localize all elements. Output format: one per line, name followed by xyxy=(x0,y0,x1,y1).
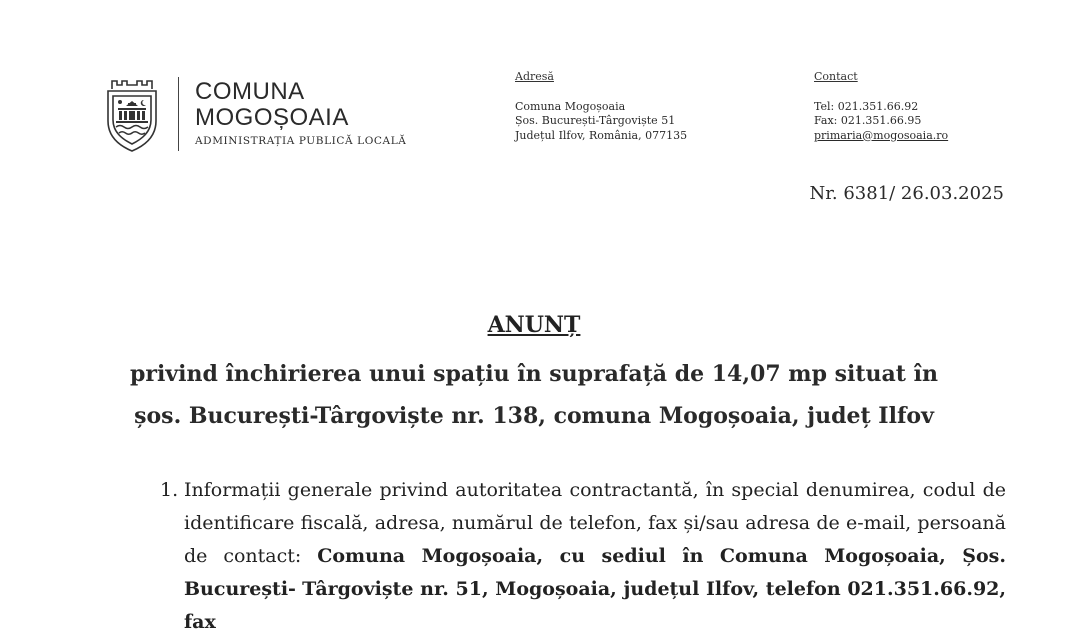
section-text-bold: Comuna Mogoșoaia, cu sediul în Comuna Mogoșoaia, Șos. București- xyxy=(184,545,1006,600)
coat-of-arms-logo xyxy=(104,75,160,153)
address-heading: Adresă xyxy=(515,70,554,83)
contact-email-link[interactable]: primaria@mogosoaia.ro xyxy=(814,128,949,142)
address-block xyxy=(515,70,687,143)
address-line: Județul Ilfov, România, 077135 xyxy=(515,128,688,142)
document-number: Nr. 6381/ 26.03.2025 xyxy=(809,183,1004,204)
brand-line-1: COMUNA xyxy=(195,78,305,105)
section-number: 1. xyxy=(160,479,179,501)
announcement-subtitle: privind închirierea unui spațiu în suprafață de 14,07 mp situat în șos. București-Târgoviște nr. 138, comuna Mogoșoaia, județ Ilfov xyxy=(130,361,938,429)
contact-phone: Tel: 021.351.66.92 xyxy=(814,99,919,113)
contact-heading: Contact xyxy=(814,70,858,83)
contact-block xyxy=(814,70,948,143)
announcement-title: ANUNȚ xyxy=(487,312,581,338)
brand-line-3: ADMINISTRAȚIA PUBLICĂ LOCALĂ xyxy=(195,135,407,147)
contact-fax: Fax: 021.351.66.95 xyxy=(814,114,922,127)
section-text-body: Informații generale privind autoritatea contractantă, în special denumirea, codul de identificare fiscală, adresa, numărul de telefon, fax și/sau adresa de e-mail, persoană de contact: xyxy=(184,479,1006,567)
section-text-bold-cont: Târgoviște nr. 51, Mogoșoaia, județul Ilfov, telefon 021.351.66.92, fax xyxy=(184,578,1006,633)
address-line: Șos. București-Târgoviște 51 xyxy=(515,114,676,127)
brand-block xyxy=(195,79,407,147)
header-divider xyxy=(178,77,179,151)
brand-line-2: MOGOȘOAIA xyxy=(195,104,349,131)
address-line: Comuna Mogoșoaia xyxy=(515,99,626,113)
section-text xyxy=(184,474,1006,639)
section-item xyxy=(160,474,1006,639)
